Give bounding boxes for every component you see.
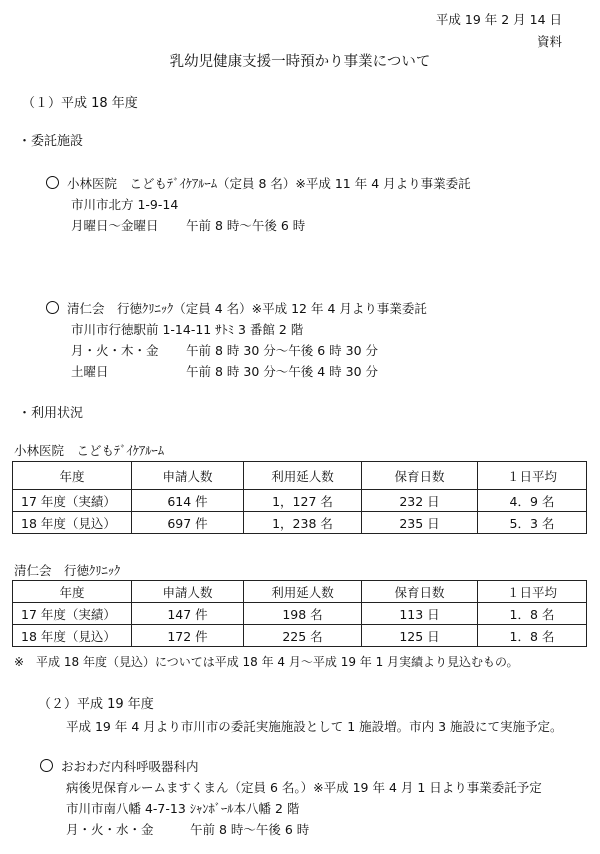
table-cell: 17 年度（実績） [13, 490, 132, 512]
document-label: 資料 [536, 34, 562, 49]
table-cell: 235 日 [362, 512, 478, 534]
column-header: 申請人数 [132, 581, 244, 603]
facilities-heading: ・委託施設 [18, 134, 84, 149]
facility-name: おおわだ内科呼吸器科内 [61, 759, 199, 774]
facility-address: 市川市南八幡 4-7-13 ｼｬﾝﾎﾞｰﾙ本八幡 2 階 [66, 801, 300, 816]
usage-heading: ・利用状況 [18, 406, 84, 421]
table-cell: 1．8 名 [478, 625, 587, 647]
column-header: 利用延人数 [244, 581, 362, 603]
facility-name: 清仁会 行徳ｸﾘﾆｯｸ（定員 4 名）※平成 12 年 4 月より事業委託 [67, 301, 427, 316]
facility-block [40, 756, 542, 840]
circle-bullet-icon [40, 759, 53, 772]
facility-hours [71, 340, 378, 382]
table-row [13, 490, 587, 512]
section2-text: 平成 19 年 4 月より市川市の委託実施施設として 1 施設増。市内 3 施設にて実施予定。 [66, 719, 563, 734]
table-cell: 18 年度（見込） [13, 512, 132, 534]
document-title: 乳幼児健康支援一時預かり事業について [169, 54, 431, 70]
footnote: ※ 平成 18 年度（見込）については平成 18 年 4 月～平成 19 年 1 月実績より見込むもの。 [14, 655, 519, 669]
hours-days: 月曜日～金曜日 [71, 218, 159, 233]
table-row [13, 512, 587, 534]
table-cell: 1，127 名 [244, 490, 362, 512]
table-cell: 113 日 [362, 603, 478, 625]
column-header: 保育日数 [362, 462, 478, 490]
hours-time: 午前 8 時～午後 6 時 [186, 218, 306, 233]
column-header: 申請人数 [132, 462, 244, 490]
facility-block [46, 298, 427, 382]
circle-bullet-icon [46, 176, 59, 189]
table-cell: 1．8 名 [478, 603, 587, 625]
facility-address: 市川市北方 1-9-14 [71, 197, 179, 212]
facility-name: 小林医院 こどもﾃﾞｲｹｱﾙｰﾑ（定員 8 名）※平成 11 年 4 月より事業委託 [67, 176, 471, 191]
column-header: 保育日数 [362, 581, 478, 603]
table-header-row [13, 462, 587, 490]
hours-time: 午前 8 時～午後 6 時 [190, 822, 310, 837]
facility-detail: 病後児保育ルームますくまん（定員 6 名。）※平成 19 年 4 月 1 日より事業委託予定 [66, 780, 542, 795]
circle-bullet-icon [46, 301, 59, 314]
usage-table [12, 461, 587, 534]
table-cell: 5．3 名 [478, 512, 587, 534]
table-caption: 清仁会 行徳ｸﾘﾆｯｸ [14, 563, 121, 578]
section1-heading: （１）平成 18 年度 [22, 96, 138, 111]
column-header: １日平均 [478, 581, 587, 603]
table-cell: 697 件 [132, 512, 244, 534]
facility-address: 市川市行徳駅前 1-14-11 ｻﾄﾐ 3 番館 2 階 [71, 322, 304, 337]
table-cell: 225 名 [244, 625, 362, 647]
table-row [13, 625, 587, 647]
column-header: １日平均 [478, 462, 587, 490]
column-header: 年度 [13, 581, 132, 603]
table-cell: 198 名 [244, 603, 362, 625]
table-cell: 232 日 [362, 490, 478, 512]
table-cell: 172 件 [132, 625, 244, 647]
column-header: 利用延人数 [244, 462, 362, 490]
hours-time: 午前 8 時 30 分～午後 4 時 30 分 [186, 364, 379, 379]
usage-table [12, 580, 587, 647]
hours-days: 土曜日 [71, 364, 109, 379]
table-cell: 18 年度（見込） [13, 625, 132, 647]
table-cell: 17 年度（実績） [13, 603, 132, 625]
facility-block [46, 173, 471, 236]
table-cell: 147 件 [132, 603, 244, 625]
document-date: 平成 19 年 2 月 14 日 [435, 12, 562, 27]
table-cell: 4．9 名 [478, 490, 587, 512]
hours-days: 月・火・木・金 [71, 343, 159, 358]
facility-hours [66, 819, 309, 840]
hours-time: 午前 8 時 30 分～午後 6 時 30 分 [186, 343, 379, 358]
hours-days: 月・火・水・金 [66, 822, 154, 837]
table-caption: 小林医院 こどもﾃﾞｲｹｱﾙｰﾑ [14, 443, 165, 458]
table-cell: 125 日 [362, 625, 478, 647]
section2-heading: （２）平成 19 年度 [38, 697, 154, 712]
table-header-row [13, 581, 587, 603]
column-header: 年度 [13, 462, 132, 490]
table-row [13, 603, 587, 625]
facility-hours [71, 215, 305, 236]
table-cell: 1，238 名 [244, 512, 362, 534]
table-cell: 614 件 [132, 490, 244, 512]
